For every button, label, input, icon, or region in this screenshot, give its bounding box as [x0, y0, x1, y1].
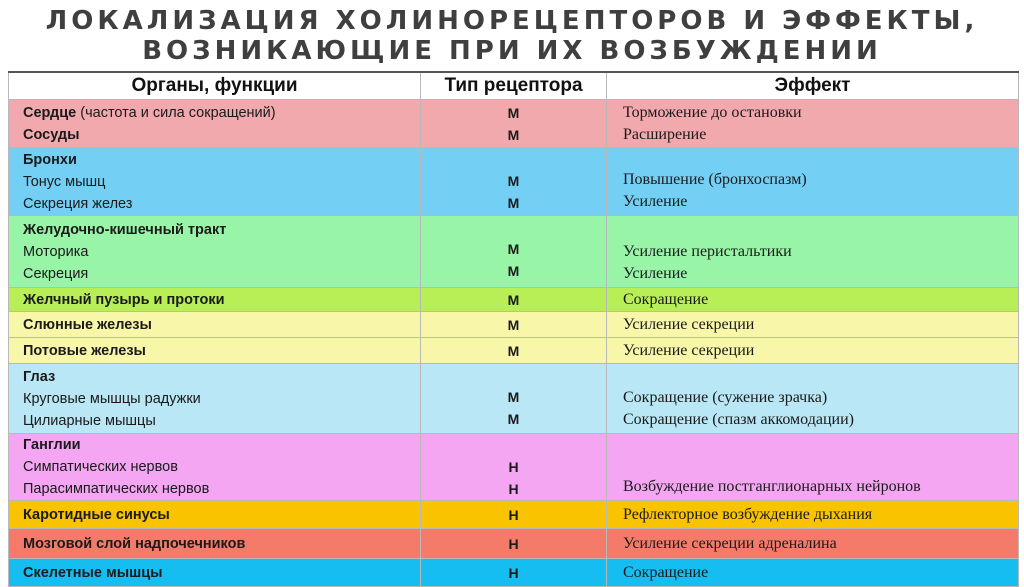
receptor-type-cell [421, 148, 607, 216]
effect-text: Усиление [623, 193, 688, 210]
organ-detail: Моторика [23, 243, 89, 260]
receptor-type-cell [421, 364, 607, 434]
table-row [9, 100, 1019, 148]
organ-name: Слюнные железы [23, 316, 152, 333]
organ-detail: Тонус мышц [23, 173, 106, 190]
table-row [9, 288, 1019, 312]
organs-cell [9, 338, 421, 364]
receptor-type-cell [421, 312, 607, 338]
organ-line [23, 388, 420, 410]
effect-text: Возбуждение постганглионарных нейронов [623, 478, 921, 495]
organ-name: Мозговой слой надпочечников [23, 535, 246, 552]
effect-text: Усиление секреции [623, 315, 755, 333]
organ-name: Потовые железы [23, 342, 146, 359]
organ-line [23, 102, 420, 124]
organs-cell [9, 529, 421, 559]
receptor-type-cell [421, 559, 607, 587]
table-row [9, 338, 1019, 364]
receptor-type: М [507, 241, 520, 257]
receptor-type: М [507, 291, 520, 308]
effect-text: Расширение [623, 125, 707, 143]
table-row [9, 148, 1019, 216]
organ-name: Скелетные мышцы [23, 564, 163, 581]
receptor-type: М [507, 104, 520, 121]
organs-cell [9, 100, 421, 148]
table-row [9, 529, 1019, 559]
organs-cell [9, 216, 421, 288]
organ-line [23, 434, 420, 456]
receptor-type-cell [421, 501, 607, 529]
effect-text: Усиление секреции [623, 341, 755, 359]
organ-line [23, 410, 420, 432]
organ-detail: Симпатических нервов [23, 459, 178, 475]
receptor-type-cell [421, 338, 607, 364]
organ-line [23, 366, 420, 388]
organ-detail: Секреция [23, 265, 89, 282]
effect-text: Торможение до остановки [623, 103, 802, 121]
effect-cell [607, 364, 1019, 434]
organs-cell [9, 148, 421, 216]
header-receptor-type: Тип рецептора [421, 72, 607, 100]
effect-text: Усиление перистальтики [623, 243, 792, 260]
receptor-type-cell [421, 529, 607, 559]
organs-cell [9, 559, 421, 587]
effect-cell [607, 559, 1019, 587]
organ-name: Ганглии [23, 437, 81, 453]
receptor-type: Н [508, 481, 519, 497]
receptor-type-cell [421, 288, 607, 312]
organ-line [23, 149, 420, 171]
organs-cell [9, 501, 421, 529]
organ-line [23, 533, 420, 555]
organ-line [23, 219, 420, 241]
effect-text: Сокращение [623, 290, 709, 308]
organ-line [23, 263, 420, 285]
organ-name: Каротидные синусы [23, 506, 170, 523]
organ-name: Желудочно-кишечный тракт [23, 221, 227, 238]
organs-cell [9, 312, 421, 338]
table-row [9, 364, 1019, 434]
effect-text: Усиление [623, 265, 688, 282]
receptor-type: М [507, 411, 520, 427]
organs-cell [9, 288, 421, 312]
effect-cell [607, 434, 1019, 501]
organ-name: Бронхи [23, 151, 77, 168]
receptor-type: Н [508, 459, 519, 475]
receptor-type: М [507, 173, 520, 189]
receptor-type: М [507, 263, 520, 279]
effect-text: Сокращение [623, 563, 709, 581]
receptor-type: М [507, 316, 520, 333]
effect-text: Рефлекторное возбуждение дыхания [623, 505, 873, 523]
table-row [9, 312, 1019, 338]
organ-line [23, 314, 420, 336]
effect-cell [607, 338, 1019, 364]
receptor-type-cell [421, 216, 607, 288]
organ-name: Сосуды [23, 126, 80, 143]
receptor-table [8, 71, 1019, 587]
organ-name: Желчный пузырь и протоки [23, 291, 225, 308]
title-line-1: ЛОКАЛИЗАЦИЯ ХОЛИНОРЕЦЕПТОРОВ И ЭФФЕКТЫ, [45, 6, 979, 36]
receptor-type: Н [508, 564, 519, 581]
receptor-type: Н [508, 506, 519, 523]
receptor-type-cell [421, 100, 607, 148]
receptor-type: М [507, 195, 520, 211]
organ-line [23, 562, 420, 584]
organ-line [23, 171, 420, 193]
organs-cell [9, 364, 421, 434]
effect-text: Усиление секреции адреналина [623, 534, 837, 552]
organ-detail: Круговые мышцы радужки [23, 390, 201, 407]
table-row [9, 501, 1019, 529]
header-effect: Эффект [607, 72, 1019, 100]
title-line-2: ВОЗНИКАЮЩИЕ ПРИ ИХ ВОЗБУЖДЕНИИ [142, 36, 882, 66]
organ-name: Сердце [23, 104, 77, 121]
organ-line [23, 340, 420, 362]
page-title [0, 6, 1024, 66]
effect-cell [607, 100, 1019, 148]
organs-cell [9, 434, 421, 501]
organ-line [23, 478, 420, 500]
organ-line [23, 504, 420, 526]
organ-detail: Секреция желез [23, 195, 133, 212]
table-row [9, 216, 1019, 288]
organ-detail: (частота и сила сокращений) [76, 104, 276, 121]
table-header-row [9, 72, 1019, 100]
effect-cell [607, 501, 1019, 529]
table-row [9, 559, 1019, 587]
organ-line [23, 289, 420, 311]
effect-text: Сокращение (сужение зрачка) [623, 389, 828, 406]
header-organs: Органы, функции [9, 72, 421, 100]
receptor-type: М [507, 389, 520, 405]
organ-detail: Парасимпатических нервов [23, 481, 210, 497]
table-row [9, 434, 1019, 501]
organ-detail: Цилиарные мышцы [23, 412, 156, 429]
receptor-type: Н [508, 535, 519, 552]
effect-cell [607, 288, 1019, 312]
effect-cell [607, 148, 1019, 216]
effect-text: Повышение (бронхоспазм) [623, 171, 807, 188]
effect-text: Сокращение (спазм аккомодации) [623, 411, 854, 428]
effect-cell [607, 529, 1019, 559]
receptor-type: М [507, 126, 520, 143]
organ-line [23, 124, 420, 146]
receptor-type: М [507, 342, 520, 359]
effect-cell [607, 312, 1019, 338]
organ-line [23, 241, 420, 263]
organ-line [23, 193, 420, 215]
organ-name: Глаз [23, 368, 56, 385]
organ-line [23, 456, 420, 478]
receptor-type-cell [421, 434, 607, 501]
effect-cell [607, 216, 1019, 288]
